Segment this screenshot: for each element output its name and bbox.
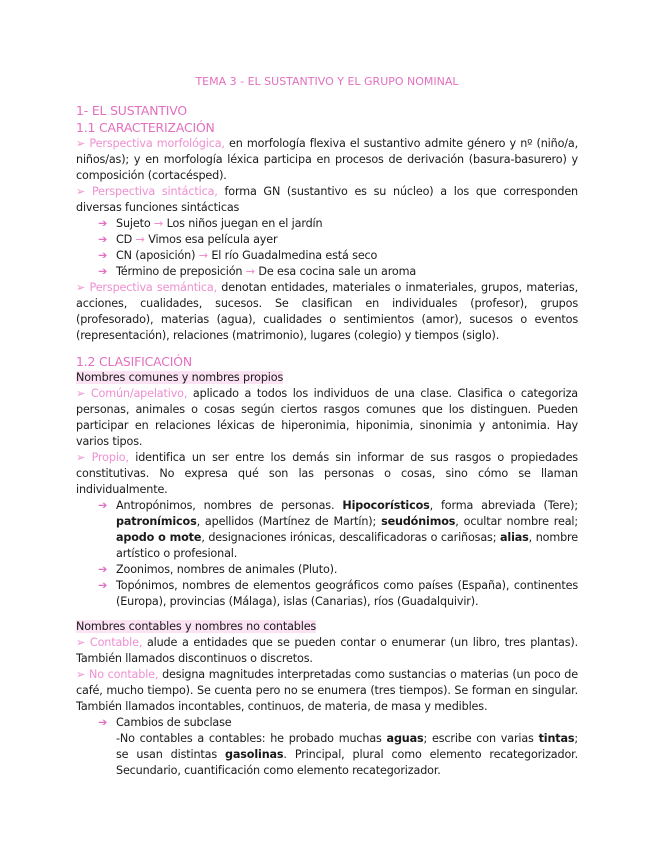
list-item-zoonimos: ➔ Zoonimos, nombres de animales (Pluto). [98, 563, 338, 576]
inline-arrow-icon: → [198, 249, 208, 262]
label-propio: ➢ Propio, [76, 451, 129, 464]
paragraph-subclase: -No contables a contables: he probado muchas aguas; escribe con varias tintas; se usan distintas gasolinas. Principal, plural como elemento recategorizador. Secundario, cuantificación como elemento recategorizador. [116, 732, 578, 777]
list-item-toponimos: ➔ Topónimos, nombres de elementos geográficos como países (España), continentes (Europa), provincias (Málaga), islas (Canarias), ríos (Guadalquivir). [98, 579, 578, 608]
arrow-icon: ➔ [98, 579, 108, 592]
paragraph-semantica [76, 280, 578, 344]
section-heading-sustantivo: 1- EL SUSTANTIVO [76, 103, 187, 118]
paragraph-sintactica [76, 184, 578, 216]
paragraph-contable [76, 635, 578, 667]
text-contable: alude a entidades que se pueden contar o enumerar (un libro, tres plantas). También llamados discontinuos o discretos. [76, 636, 578, 665]
text-sintactica: forma GN (sustantivo es su núcleo) a los que corresponden diversas funciones sintácticas [76, 185, 578, 214]
label-no-contable: ➢ No contable, [76, 668, 159, 681]
arrow-icon: ➔ [98, 563, 108, 576]
inline-arrow-icon: → [135, 233, 145, 246]
list-item-cambios-subclase: ➔ Cambios de subclase [98, 716, 232, 729]
subheading-comunes-propios: Nombres comunes y nombres propios [76, 371, 284, 384]
inline-arrow-icon: → [245, 265, 256, 278]
section-heading-clasificacion: 1.2 CLASIFICACIÓN [76, 354, 192, 369]
arrow-icon: ➔ [98, 249, 108, 262]
paragraph-propio [76, 450, 578, 498]
section-heading-caracterizacion: 1.1 CARACTERIZACIÓN [76, 120, 215, 135]
list-item-termino: ➔ Término de preposición → De esa cocina sale un aroma [98, 265, 417, 278]
page-title: TEMA 3 - EL SUSTANTIVO Y EL GRUPO NOMINAL [195, 75, 459, 88]
inline-arrow-icon: → [153, 217, 164, 230]
text-propio: identifica un ser entre los demás sin informar de sus rasgos o propiedades constitutivas. No expresa qué son las personas o cosas, sino cómo se llaman individualmente. [76, 451, 578, 496]
label-sintactica: ➢ Perspectiva sintáctica, [76, 185, 218, 198]
text-semantica: denotan entidades, materiales o inmateriales, grupos, materias, acciones, cualidades, sucesos. Se clasifican en individuales (profesor), grupos (profesorado), materias (agua), cualidades o sentimientos (amor), sucesos o eventos (representación), relaciones (matrimonio), lugares (colegio) y tiempos (siglo). [76, 281, 578, 342]
document-page [76, 74, 578, 779]
subheading-contables: Nombres contables y nombres no contables [76, 620, 317, 633]
list-item-antroponimos: ➔ Antropónimos, nombres de personas. Hipocorísticos, forma abreviada (Tere); patronímicos, apellidos (Martínez de Martín); seudónimos, ocultar nombre real; apodo o mote, designaciones irónicas, descalificadoras o cariñosas; alias, nombre artístico o profesional. [98, 499, 578, 560]
label-contable: ➢ Contable, [76, 636, 143, 649]
text-comun: aplicado a todos los individuos de una clase. Clasifica o categoriza personas, animales o cosas según ciertos rasgos comunes que los distinguen. Pueden participar en relaciones léxicas de hiperonimia, hiponimia, sinonimia y antonimia. Hay varios tipos. [76, 387, 579, 448]
list-item-sujeto: ➔ Sujeto → Los niños juegan en el jardín [98, 217, 323, 230]
label-comun: ➢ Común/apelativo, [76, 387, 188, 400]
paragraph-comun [76, 386, 578, 450]
arrow-icon: ➔ [98, 265, 108, 278]
arrow-icon: ➔ [98, 217, 108, 230]
list-item-cn: ➔ CN (aposición) → El río Guadalmedina está seco [98, 249, 378, 262]
label-morfologica: ➢ Perspectiva morfológica, [76, 137, 225, 150]
label-semantica: ➢ Perspectiva semántica, [76, 281, 218, 294]
text-no-contable: designa magnitudes interpretadas como sustancias o materias (un poco de café, mucho tiempo). Se cuenta pero no se enumera (tres tiempos). Se forman en singular. También llamados incontables, continuos, de materia, de masa y medibles. [76, 668, 578, 713]
arrow-icon: ➔ [98, 499, 108, 512]
list-item-cd: ➔ CD → Vimos esa película ayer [98, 233, 278, 246]
arrow-icon: ➔ [98, 716, 108, 729]
text-morfologica: en morfología flexiva el sustantivo admite género y nº (niño/a, niños/as); y en morfología léxica participa en procesos de derivación (basura-basurero) y composición (cortacésped). [76, 137, 579, 182]
arrow-icon: ➔ [98, 233, 108, 246]
paragraph-morfologica [76, 136, 578, 184]
paragraph-no-contable [76, 667, 578, 715]
